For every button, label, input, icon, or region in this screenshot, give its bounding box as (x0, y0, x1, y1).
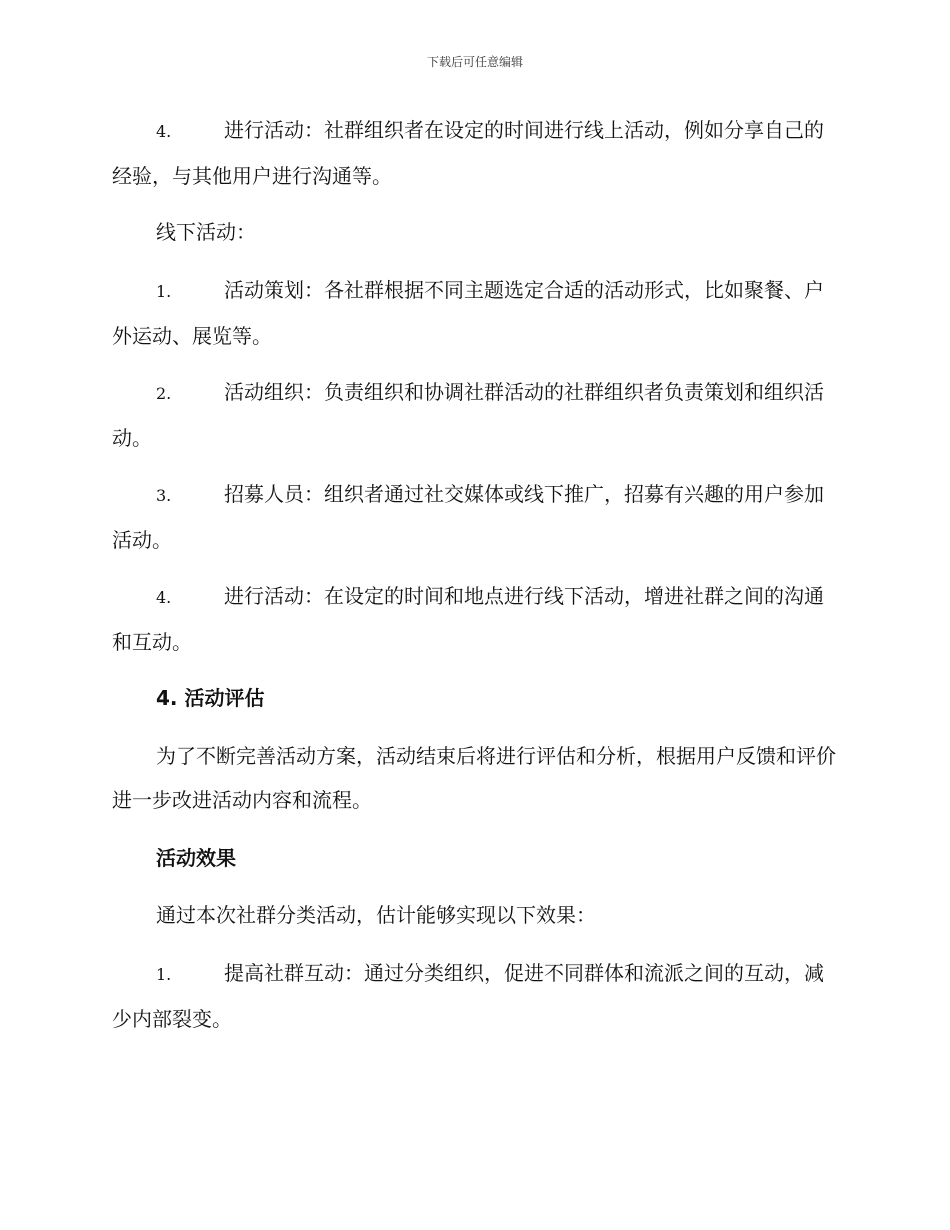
list-item-number: 1. (156, 282, 172, 301)
list-item-number: 1. (156, 965, 172, 984)
list-item (112, 370, 836, 460)
paragraph: 通过本次社群分类活动，估计能够实现以下效果： (156, 903, 596, 927)
list-item-text: 招募人员：组织者通过社交媒体或线下推广，招募有兴趣的用户参加活动。 (112, 482, 824, 552)
list-item (112, 472, 836, 562)
list-item (112, 268, 836, 358)
section-heading: 4. 活动评估 (156, 686, 265, 710)
section-heading: 活动效果 (156, 846, 236, 870)
list-item (112, 951, 836, 1041)
list-item-number: 2. (156, 384, 172, 403)
section-subtitle: 线下活动： (156, 220, 256, 244)
list-item-text: 进行活动：社群组织者在设定的时间进行线上活动，例如分享自己的经验，与其他用户进行沟通等。 (112, 118, 824, 188)
list-item-number: 4. (156, 122, 172, 141)
list-item-text: 活动组织：负责组织和协调社群活动的社群组织者负责策划和组织活动。 (112, 380, 824, 450)
list-item-number: 3. (156, 486, 172, 505)
page-header: 下载后可任意编辑 (426, 55, 523, 69)
paragraph: 为了不断完善活动方案，活动结束后将进行评估和分析，根据用户反馈和评价进一步改进活动内容和流程。 (112, 744, 836, 812)
list-item (112, 574, 836, 664)
list-item-text: 活动策划：各社群根据不同主题选定合适的活动形式，比如聚餐、户外运动、展览等。 (112, 278, 824, 348)
list-item-text: 进行活动：在设定的时间和地点进行线下活动，增进社群之间的沟通和互动。 (112, 584, 824, 654)
list-item (112, 108, 836, 198)
list-item-text: 提高社群互动：通过分类组织，促进不同群体和流派之间的互动，减少内部裂变。 (112, 961, 824, 1031)
list-item-number: 4. (156, 588, 172, 607)
